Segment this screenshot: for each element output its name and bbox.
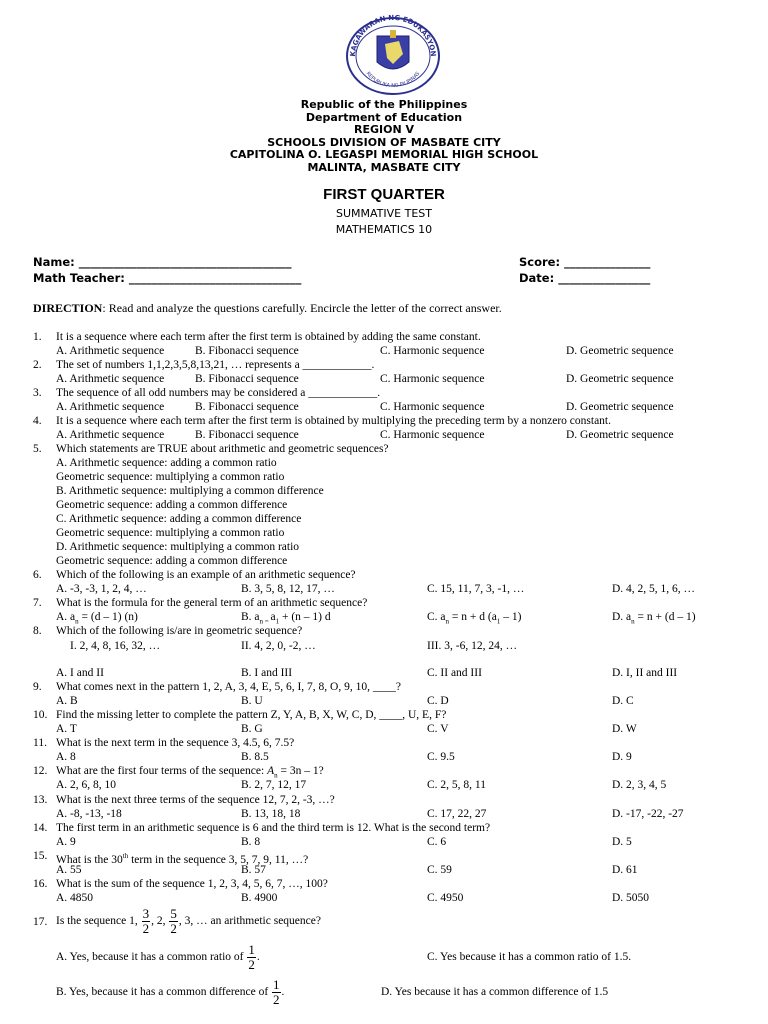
q7-b-sub: n = xyxy=(259,617,271,626)
q5-option-b-line1[interactable]: B. Arithmetic sequence: multiplying a common difference xyxy=(56,485,324,497)
q7-option-c[interactable] xyxy=(427,610,521,628)
q8-item-i: I. 2, 4, 8, 16, 32, … xyxy=(70,640,161,652)
q1-option-a[interactable]: A. Arithmetic sequence xyxy=(56,345,165,357)
q8-option-a[interactable]: A. I and II xyxy=(56,667,104,679)
q8-option-d[interactable]: D. I, II and III xyxy=(612,667,678,679)
q15-number: 15. xyxy=(33,850,48,862)
q15-option-d[interactable]: D. 61 xyxy=(612,864,638,876)
q7-b-part2: + (n – 1) d xyxy=(279,611,331,623)
q1-text: It is a sequence where each term after the first term is obtained by adding the same constant. xyxy=(56,331,481,343)
header-republic: Republic of the Philippines xyxy=(300,98,468,111)
q6-option-a[interactable]: A. -3, -3, 1, 2, 4, … xyxy=(56,583,147,595)
q14-text: The first term in an arithmetic sequence is 6 and the third term is 12. What is the second term? xyxy=(56,822,491,834)
q5-option-c-line1[interactable]: C. Arithmetic sequence: adding a common difference xyxy=(56,513,302,525)
q1-number: 1. xyxy=(33,331,42,343)
q10-option-a[interactable]: A. T xyxy=(56,723,77,735)
q3-number: 3. xyxy=(33,387,42,399)
q17-text-part3: , 3, … an arithmetic sequence? xyxy=(178,915,321,927)
q17-fraction-1 xyxy=(142,907,151,936)
header-region: REGION V xyxy=(353,123,414,136)
seal-bottom-text: REPUBLIKA NG PILIPINAS xyxy=(364,70,422,89)
q5-option-d-line1[interactable]: D. Arithmetic sequence: multiplying a common ratio xyxy=(56,541,300,553)
q6-text: Which of the following is an example of an arithmetic sequence? xyxy=(56,569,356,581)
q12-text-part2: = 3n – 1? xyxy=(277,765,324,777)
q15-option-b[interactable]: B. 57 xyxy=(241,864,266,876)
q6-option-c[interactable]: C. 15, 11, 7, 3, -1, … xyxy=(427,583,525,595)
q7-c-sub2: 1 xyxy=(496,617,501,626)
q17-b-num: 1 xyxy=(273,976,280,992)
q17-text xyxy=(56,906,321,936)
q10-option-c[interactable]: C. V xyxy=(427,723,449,735)
q1-option-b[interactable]: B. Fibonacci sequence xyxy=(195,345,299,357)
q12-sub: n xyxy=(274,771,278,780)
q7-a-part: A. a xyxy=(56,611,76,623)
q12-option-c[interactable]: C. 2, 5, 8, 11 xyxy=(427,779,486,791)
direction-text: : Read and analyze the questions carefully. Encircle the letter of the correct answer. xyxy=(102,301,502,315)
q13-option-a[interactable]: A. -8, -13, -18 xyxy=(56,808,122,820)
q5-option-a-line2[interactable]: Geometric sequence: multiplying a common ratio xyxy=(56,471,285,483)
q5-option-c-line2[interactable]: Geometric sequence: multiplying a common ratio xyxy=(56,527,285,539)
q1-option-d[interactable]: D. Geometric sequence xyxy=(566,345,674,357)
q3-option-a[interactable]: A. Arithmetic sequence xyxy=(56,401,165,413)
q16-number: 16. xyxy=(33,878,48,890)
q17-text-part1: Is the sequence 1, xyxy=(56,915,141,927)
date-field[interactable]: Date: ________________ xyxy=(519,271,651,285)
teacher-field[interactable]: Math Teacher: ______________________________ xyxy=(33,271,302,285)
seal-top-text: KAGAWARAN NG EDUKASYON xyxy=(348,14,438,57)
q3-option-b[interactable]: B. Fibonacci sequence xyxy=(195,401,299,413)
q17-option-d[interactable]: D. Yes because it has a common difference of 1.5 xyxy=(381,986,609,998)
q17-f1-num: 3 xyxy=(142,905,150,921)
q17-a-den: 2 xyxy=(248,956,255,972)
q9-option-a[interactable]: A. B xyxy=(56,695,78,707)
q10-text: Find the missing letter to complete the pattern Z, Y, A, B, X, W, C, D, ____, U, E, F? xyxy=(56,709,447,721)
q1-option-c[interactable]: C. Harmonic sequence xyxy=(380,345,485,357)
q15-text-part1: What is the 30 xyxy=(56,853,123,866)
q6-option-d[interactable]: D. 4, 2, 5, 1, 6, … xyxy=(612,583,696,595)
q12-option-d[interactable]: D. 2, 3, 4, 5 xyxy=(612,779,667,791)
q9-option-b[interactable]: B. U xyxy=(241,695,263,707)
q7-text: What is the formula for the general term of an arithmetic sequence? xyxy=(56,597,368,609)
q17-b-part2: . xyxy=(281,986,285,998)
q4-option-a[interactable]: A. Arithmetic sequence xyxy=(56,429,165,441)
q7-d-part2: = n + (d – 1) xyxy=(634,611,696,623)
q10-option-d[interactable]: D. W xyxy=(612,723,637,735)
subject-title: MATHEMATICS 10 xyxy=(335,223,433,236)
q7-d-sub: n xyxy=(631,617,635,626)
q8-number: 8. xyxy=(33,625,42,637)
q17-f2-num: 5 xyxy=(170,905,177,921)
q14-option-a[interactable]: A. 9 xyxy=(56,836,76,848)
q17-b-fraction xyxy=(272,978,281,1007)
q6-number: 6. xyxy=(33,569,42,581)
q13-number: 13. xyxy=(33,794,48,806)
q16-option-d[interactable]: D. 5050 xyxy=(612,892,650,904)
q17-a-fraction xyxy=(247,943,256,972)
q8-item-ii: II. 4, 2, 0, -2, … xyxy=(241,640,316,652)
q17-text-part2: , 2, xyxy=(151,915,169,927)
q7-a-sub: n xyxy=(75,617,79,626)
q12-option-a[interactable]: A. 2, 6, 8, 10 xyxy=(56,779,117,791)
q7-b-part: B. a xyxy=(241,611,260,623)
q9-number: 9. xyxy=(33,681,42,693)
q4-option-c[interactable]: C. Harmonic sequence xyxy=(380,429,485,441)
q7-b-sub2: 1 xyxy=(275,617,280,626)
q17-a-part1: A. Yes, because it has a common ratio of xyxy=(56,951,247,963)
q7-d-part: D. a xyxy=(612,611,632,623)
q13-text: What is the next three terms of the sequence 12, 7, 2, -3, …? xyxy=(56,794,335,806)
header-division: SCHOOLS DIVISION OF MASBATE CITY xyxy=(267,135,501,149)
q10-number: 10. xyxy=(33,709,48,721)
q4-text: It is a sequence where each term after the first term is obtained by multiplying the preceding term by a nonzero constant. xyxy=(56,415,611,427)
q4-option-b[interactable]: B. Fibonacci sequence xyxy=(195,429,299,441)
test-title: SUMMATIVE TEST xyxy=(336,207,432,220)
q17-f2-den: 2 xyxy=(170,920,177,936)
q10-option-b[interactable]: B. G xyxy=(241,723,263,735)
q6-option-b[interactable]: B. 3, 5, 8, 12, 17, … xyxy=(241,583,335,595)
q12-var: A xyxy=(267,765,275,777)
q15-option-c[interactable]: C. 59 xyxy=(427,864,452,876)
direction xyxy=(33,301,502,316)
q13-option-d[interactable]: D. -17, -22, -27 xyxy=(612,808,684,820)
q12-number: 12. xyxy=(33,765,48,777)
q5-number: 5. xyxy=(33,443,42,455)
q17-a-part2: . xyxy=(256,951,260,963)
q7-c-part: C. a xyxy=(427,611,446,623)
direction-label: DIRECTION xyxy=(33,301,103,315)
q9-text: What comes next in the pattern 1, 2, A, 3, 4, E, 5, 6, I, 7, 8, O, 9, 10, ____? xyxy=(56,681,401,693)
q17-number: 17. xyxy=(33,916,48,928)
q11-option-a[interactable]: A. 8 xyxy=(56,751,76,763)
q17-option-a[interactable] xyxy=(56,942,260,972)
q2-option-b[interactable]: B. Fibonacci sequence xyxy=(195,373,299,385)
q5-text: Which statements are TRUE about arithmetic and geometric sequences? xyxy=(56,443,389,455)
q12-option-b[interactable]: B. 2, 7, 12, 17 xyxy=(241,779,307,791)
q13-option-c[interactable]: C. 17, 22, 27 xyxy=(427,808,487,820)
q17-fraction-2 xyxy=(169,907,178,936)
q15-option-a[interactable]: A. 55 xyxy=(56,864,82,876)
q5-option-a-line1[interactable]: A. Arithmetic sequence: adding a common ratio xyxy=(56,457,277,469)
q8-option-c[interactable]: C. II and III xyxy=(427,667,482,679)
q15-text-part2: term in the sequence 3, 5, 7, 9, 11, …? xyxy=(128,853,309,866)
q8-option-b[interactable]: B. I and III xyxy=(241,667,293,679)
q7-b-part-a: a xyxy=(270,611,276,623)
q7-c-sub: n xyxy=(445,617,450,626)
score-field[interactable]: Score: _______________ xyxy=(519,255,651,269)
header-address: MALINTA, MASBATE CITY xyxy=(307,160,461,174)
q8-item-iii: III. 3, -6, 12, 24, … xyxy=(427,640,518,652)
q3-text: The sequence of all odd numbers may be considered a ____________. xyxy=(56,387,381,399)
name-field[interactable]: Name: _____________________________________ xyxy=(33,255,292,269)
q16-option-c[interactable]: C. 4950 xyxy=(427,892,464,904)
q12-text-part1: What are the first four terms of the sequence: xyxy=(56,765,268,777)
q17-f1-den: 2 xyxy=(142,920,150,936)
q11-text: What is the next term in the sequence 3, 4.5, 6, 7.5? xyxy=(56,737,295,749)
q7-a-part2: = (d – 1) (n) xyxy=(78,611,138,623)
q14-number: 14. xyxy=(33,822,48,834)
q14-option-c[interactable]: C. 6 xyxy=(427,836,447,848)
q14-option-d[interactable]: D. 5 xyxy=(612,836,632,848)
quarter-title: FIRST QUARTER xyxy=(323,186,445,203)
header-department: Department of Education xyxy=(305,110,463,124)
header-school: CAPITOLINA O. LEGASPI MEMORIAL HIGH SCHOOL xyxy=(229,148,539,161)
q2-option-c[interactable]: C. Harmonic sequence xyxy=(380,373,485,385)
q2-option-d[interactable]: D. Geometric sequence xyxy=(566,373,674,385)
q17-option-c[interactable]: C. Yes because it has a common ratio of 1.5. xyxy=(427,951,632,963)
q14-option-b[interactable]: B. 8 xyxy=(241,836,261,848)
q11-option-d[interactable]: D. 9 xyxy=(612,751,632,763)
q8-text: Which of the following is/are in geometric sequence? xyxy=(56,625,303,637)
q5-option-d-line2[interactable]: Geometric sequence: adding a common difference xyxy=(56,555,288,567)
q4-option-d[interactable]: D. Geometric sequence xyxy=(566,429,674,441)
q3-option-d[interactable]: D. Geometric sequence xyxy=(566,401,674,413)
q11-option-b[interactable]: B. 8.5 xyxy=(241,751,269,763)
q11-number: 11. xyxy=(33,737,47,749)
q2-option-a[interactable]: A. Arithmetic sequence xyxy=(56,373,165,385)
q7-number: 7. xyxy=(33,597,42,609)
q7-option-d[interactable] xyxy=(612,610,696,628)
q15-sup: th xyxy=(122,852,129,860)
q16-option-a[interactable]: A. 4850 xyxy=(56,892,94,904)
q9-option-d[interactable]: D. C xyxy=(612,695,634,707)
q17-b-den: 2 xyxy=(273,991,280,1007)
q2-text: The set of numbers 1,1,2,3,5,8,13,21, … represents a ____________. xyxy=(56,359,375,371)
q2-number: 2. xyxy=(33,359,42,371)
q5-option-b-line2[interactable]: Geometric sequence: adding a common difference xyxy=(56,499,288,511)
q3-option-c[interactable]: C. Harmonic sequence xyxy=(380,401,485,413)
q17-option-b[interactable] xyxy=(56,977,284,1007)
q15-text xyxy=(56,849,308,867)
q7-c-part2: = n + d (a xyxy=(449,611,497,623)
q16-text: What is the sum of the sequence 1, 2, 3, 4, 5, 6, 7, …, 100? xyxy=(56,878,328,890)
q7-c-part3: – 1) xyxy=(500,611,522,623)
q4-number: 4. xyxy=(33,415,42,427)
q11-option-c[interactable]: C. 9.5 xyxy=(427,751,455,763)
q13-option-b[interactable]: B. 13, 18, 18 xyxy=(241,808,301,820)
q9-option-c[interactable]: C. D xyxy=(427,695,449,707)
deped-seal xyxy=(333,14,453,96)
q16-option-b[interactable]: B. 4900 xyxy=(241,892,278,904)
q17-b-part1: B. Yes, because it has a common difference of xyxy=(56,986,272,998)
q17-a-num: 1 xyxy=(248,941,255,957)
